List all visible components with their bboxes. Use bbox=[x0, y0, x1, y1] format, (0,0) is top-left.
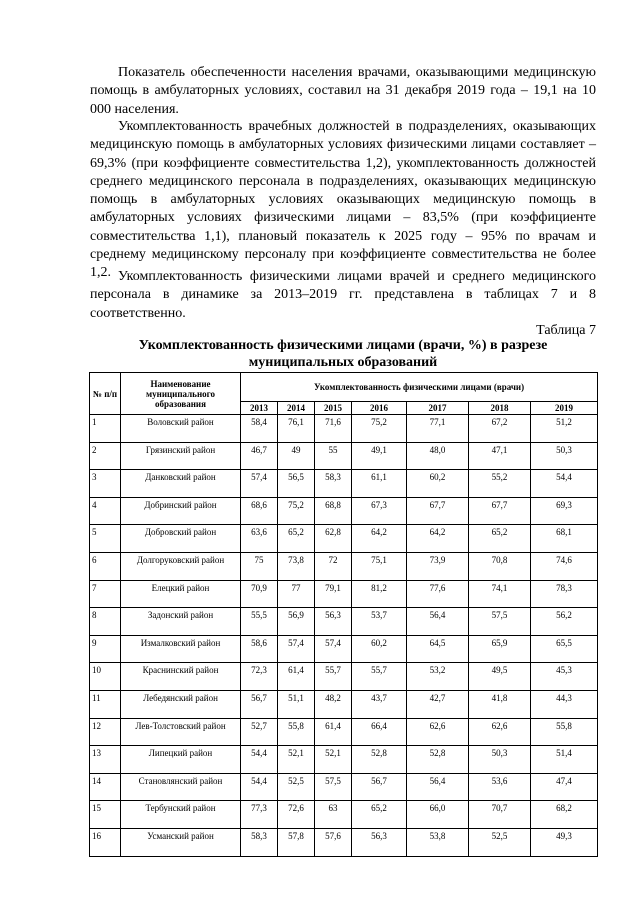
row-municipality: Лебедянский район bbox=[121, 690, 241, 718]
cell-value-2015: 52,1 bbox=[315, 746, 352, 774]
cell-value-2014: 49 bbox=[278, 442, 315, 470]
cell-value-2015: 55,7 bbox=[315, 663, 352, 691]
cell-value-2019: 47,4 bbox=[531, 773, 598, 801]
row-number: 3 bbox=[90, 470, 121, 498]
cell-value-2014: 56,9 bbox=[278, 608, 315, 636]
cell-value-2015: 56,3 bbox=[315, 608, 352, 636]
row-municipality: Воловский район bbox=[121, 415, 241, 443]
cell-value-2018: 74,1 bbox=[469, 580, 531, 608]
row-municipality: Грязинский район bbox=[121, 442, 241, 470]
cell-value-2013: 55,5 bbox=[241, 608, 278, 636]
row-number: 14 bbox=[90, 773, 121, 801]
cell-value-2014: 52,1 bbox=[278, 746, 315, 774]
table-row bbox=[90, 635, 598, 663]
row-municipality: Краснинский район bbox=[121, 663, 241, 691]
row-municipality: Становлянский район bbox=[121, 773, 241, 801]
cell-value-2019: 68,1 bbox=[531, 525, 598, 553]
cell-value-2013: 58,4 bbox=[241, 415, 278, 443]
header-year: 2016 bbox=[352, 402, 407, 415]
header-year: 2015 bbox=[315, 402, 352, 415]
cell-value-2017: 62,6 bbox=[407, 718, 469, 746]
cell-value-2019: 69,3 bbox=[531, 497, 598, 525]
cell-value-2016: 75,1 bbox=[352, 552, 407, 580]
cell-value-2017: 64,2 bbox=[407, 525, 469, 553]
cell-value-2013: 77,3 bbox=[241, 801, 278, 829]
row-municipality: Лев-Толстовский район bbox=[121, 718, 241, 746]
cell-value-2015: 72 bbox=[315, 552, 352, 580]
cell-value-2017: 77,1 bbox=[407, 415, 469, 443]
cell-value-2014: 65,2 bbox=[278, 525, 315, 553]
cell-value-2016: 60,2 bbox=[352, 635, 407, 663]
cell-value-2018: 41,8 bbox=[469, 690, 531, 718]
row-municipality: Данковский район bbox=[121, 470, 241, 498]
cell-value-2016: 55,7 bbox=[352, 663, 407, 691]
cell-value-2013: 54,4 bbox=[241, 746, 278, 774]
cell-value-2014: 57,4 bbox=[278, 635, 315, 663]
cell-value-2017: 66,0 bbox=[407, 801, 469, 829]
table-row bbox=[90, 497, 598, 525]
cell-value-2014: 56,5 bbox=[278, 470, 315, 498]
cell-value-2019: 78,3 bbox=[531, 580, 598, 608]
row-municipality: Задонский район bbox=[121, 608, 241, 636]
cell-value-2014: 77 bbox=[278, 580, 315, 608]
cell-value-2016: 67,3 bbox=[352, 497, 407, 525]
cell-value-2014: 51,1 bbox=[278, 690, 315, 718]
cell-value-2018: 49,5 bbox=[469, 663, 531, 691]
table-number: Таблица 7 bbox=[536, 323, 596, 338]
row-number: 16 bbox=[90, 828, 121, 856]
cell-value-2015: 58,3 bbox=[315, 470, 352, 498]
table-title-line-1: Укомплектованность физическими лицами (врачи, %) в разрезе bbox=[138, 338, 548, 353]
cell-value-2013: 56,7 bbox=[241, 690, 278, 718]
cell-value-2018: 62,6 bbox=[469, 718, 531, 746]
cell-value-2018: 55,2 bbox=[469, 470, 531, 498]
cell-value-2018: 57,5 bbox=[469, 608, 531, 636]
header-staffing-group: Укомплектованность физическими лицами (врачи) bbox=[241, 373, 598, 402]
row-municipality: Долгоруковский район bbox=[121, 552, 241, 580]
row-municipality: Тербунский район bbox=[121, 801, 241, 829]
cell-value-2013: 72,3 bbox=[241, 663, 278, 691]
cell-value-2014: 75,2 bbox=[278, 497, 315, 525]
paragraph-physician-ratio: Показатель обеспеченности населения врачами, оказывающими медицинскую помощь в амбулаторных условиях, составил на 31 декабря 2019 года – 19,1 на 10 000 населения. bbox=[90, 65, 596, 117]
header-year: 2014 bbox=[278, 402, 315, 415]
cell-value-2016: 56,3 bbox=[352, 828, 407, 856]
table-row bbox=[90, 773, 598, 801]
cell-value-2018: 65,2 bbox=[469, 525, 531, 553]
cell-value-2017: 60,2 bbox=[407, 470, 469, 498]
row-municipality: Измалковский район bbox=[121, 635, 241, 663]
table-title bbox=[90, 338, 596, 371]
table-row bbox=[90, 525, 598, 553]
cell-value-2015: 61,4 bbox=[315, 718, 352, 746]
cell-value-2018: 65,9 bbox=[469, 635, 531, 663]
header-number: № п/п bbox=[90, 373, 121, 415]
cell-value-2019: 54,4 bbox=[531, 470, 598, 498]
cell-value-2016: 52,8 bbox=[352, 746, 407, 774]
cell-value-2014: 55,8 bbox=[278, 718, 315, 746]
cell-value-2013: 52,7 bbox=[241, 718, 278, 746]
table-row bbox=[90, 470, 598, 498]
cell-value-2019: 51,2 bbox=[531, 415, 598, 443]
table-row bbox=[90, 442, 598, 470]
cell-value-2018: 70,8 bbox=[469, 552, 531, 580]
row-number: 2 bbox=[90, 442, 121, 470]
cell-value-2016: 49,1 bbox=[352, 442, 407, 470]
cell-value-2017: 42,7 bbox=[407, 690, 469, 718]
cell-value-2017: 64,5 bbox=[407, 635, 469, 663]
row-municipality: Добринский район bbox=[121, 497, 241, 525]
row-number: 13 bbox=[90, 746, 121, 774]
cell-value-2017: 56,4 bbox=[407, 608, 469, 636]
table-row bbox=[90, 580, 598, 608]
cell-value-2019: 45,3 bbox=[531, 663, 598, 691]
cell-value-2013: 58,3 bbox=[241, 828, 278, 856]
cell-value-2016: 81,2 bbox=[352, 580, 407, 608]
table-row bbox=[90, 746, 598, 774]
cell-value-2013: 70,9 bbox=[241, 580, 278, 608]
table-header-row bbox=[90, 373, 598, 402]
cell-value-2013: 68,6 bbox=[241, 497, 278, 525]
cell-value-2013: 58,6 bbox=[241, 635, 278, 663]
cell-value-2015: 79,1 bbox=[315, 580, 352, 608]
cell-value-2013: 46,7 bbox=[241, 442, 278, 470]
cell-value-2014: 57,8 bbox=[278, 828, 315, 856]
cell-value-2015: 63 bbox=[315, 801, 352, 829]
cell-value-2015: 57,4 bbox=[315, 635, 352, 663]
table-row bbox=[90, 718, 598, 746]
cell-value-2019: 74,6 bbox=[531, 552, 598, 580]
cell-value-2015: 62,8 bbox=[315, 525, 352, 553]
cell-value-2016: 65,2 bbox=[352, 801, 407, 829]
cell-value-2019: 56,2 bbox=[531, 608, 598, 636]
cell-value-2017: 67,7 bbox=[407, 497, 469, 525]
table-title-line-2: муниципальных образований bbox=[248, 354, 438, 370]
row-municipality: Усманский район bbox=[121, 828, 241, 856]
header-year: 2017 bbox=[407, 402, 469, 415]
row-number: 4 bbox=[90, 497, 121, 525]
row-number: 11 bbox=[90, 690, 121, 718]
cell-value-2018: 70,7 bbox=[469, 801, 531, 829]
cell-value-2013: 57,4 bbox=[241, 470, 278, 498]
table-row bbox=[90, 663, 598, 691]
row-number: 6 bbox=[90, 552, 121, 580]
cell-value-2015: 48,2 bbox=[315, 690, 352, 718]
row-number: 12 bbox=[90, 718, 121, 746]
table-row bbox=[90, 828, 598, 856]
cell-value-2019: 68,2 bbox=[531, 801, 598, 829]
table-row bbox=[90, 608, 598, 636]
table-row bbox=[90, 552, 598, 580]
cell-value-2017: 73,9 bbox=[407, 552, 469, 580]
cell-value-2016: 43,7 bbox=[352, 690, 407, 718]
row-number: 1 bbox=[90, 415, 121, 443]
cell-value-2017: 56,4 bbox=[407, 773, 469, 801]
row-municipality: Елецкий район bbox=[121, 580, 241, 608]
table-body bbox=[90, 415, 598, 857]
cell-value-2018: 52,5 bbox=[469, 828, 531, 856]
cell-value-2014: 61,4 bbox=[278, 663, 315, 691]
cell-value-2016: 53,7 bbox=[352, 608, 407, 636]
row-number: 5 bbox=[90, 525, 121, 553]
cell-value-2013: 75 bbox=[241, 552, 278, 580]
cell-value-2019: 44,3 bbox=[531, 690, 598, 718]
table-row bbox=[90, 801, 598, 829]
cell-value-2018: 50,3 bbox=[469, 746, 531, 774]
row-municipality: Добровский район bbox=[121, 525, 241, 553]
cell-value-2015: 57,5 bbox=[315, 773, 352, 801]
cell-value-2018: 67,2 bbox=[469, 415, 531, 443]
cell-value-2016: 61,1 bbox=[352, 470, 407, 498]
cell-value-2016: 75,2 bbox=[352, 415, 407, 443]
cell-value-2018: 67,7 bbox=[469, 497, 531, 525]
row-number: 10 bbox=[90, 663, 121, 691]
row-municipality: Липецкий район bbox=[121, 746, 241, 774]
cell-value-2017: 48,0 bbox=[407, 442, 469, 470]
table-row bbox=[90, 415, 598, 443]
cell-value-2019: 49,3 bbox=[531, 828, 598, 856]
cell-value-2015: 57,6 bbox=[315, 828, 352, 856]
cell-value-2013: 54,4 bbox=[241, 773, 278, 801]
cell-value-2017: 52,8 bbox=[407, 746, 469, 774]
cell-value-2017: 53,8 bbox=[407, 828, 469, 856]
header-year: 2019 bbox=[531, 402, 598, 415]
cell-value-2015: 68,8 bbox=[315, 497, 352, 525]
cell-value-2019: 50,3 bbox=[531, 442, 598, 470]
row-number: 9 bbox=[90, 635, 121, 663]
cell-value-2015: 55 bbox=[315, 442, 352, 470]
cell-value-2019: 55,8 bbox=[531, 718, 598, 746]
cell-value-2018: 53,6 bbox=[469, 773, 531, 801]
cell-value-2018: 47,1 bbox=[469, 442, 531, 470]
cell-value-2019: 65,5 bbox=[531, 635, 598, 663]
paragraph-staffing-levels: Укомплектованность врачебных должностей в подразделениях, оказывающих медицинскую помощь в амбулаторных условиях физическими лицами составляет – 69,3% (при коэффициенте совместительства 1,2), укомплектованность должностей среднего медицинского персонала в подразделениях, оказывающих медицинскую помощь в амбулаторных условиях оказывающих медицинскую помощь в амбулаторных условиях физическими лицами – 83,5% (при коэффициенте совместительства 1,1), плановый показатель к 2025 году – 95% по врачам и среднему медицинскому персоналу при коэффициенте совместительства не более 1,2. bbox=[90, 119, 596, 281]
cell-value-2014: 52,5 bbox=[278, 773, 315, 801]
table-row bbox=[90, 690, 598, 718]
cell-value-2017: 77,6 bbox=[407, 580, 469, 608]
cell-value-2019: 51,4 bbox=[531, 746, 598, 774]
cell-value-2014: 73,8 bbox=[278, 552, 315, 580]
cell-value-2014: 76,1 bbox=[278, 415, 315, 443]
header-year: 2013 bbox=[241, 402, 278, 415]
header-year: 2018 bbox=[469, 402, 531, 415]
staffing-table bbox=[89, 372, 598, 857]
cell-value-2014: 72,6 bbox=[278, 801, 315, 829]
row-number: 7 bbox=[90, 580, 121, 608]
cell-value-2016: 56,7 bbox=[352, 773, 407, 801]
cell-value-2017: 53,2 bbox=[407, 663, 469, 691]
cell-value-2016: 64,2 bbox=[352, 525, 407, 553]
row-number: 15 bbox=[90, 801, 121, 829]
cell-value-2016: 66,4 bbox=[352, 718, 407, 746]
paragraph-tables-reference: Укомплектованность физическими лицами врачей и среднего медицинского персонала в динамике за 2013–2019 гг. представлена в таблицах 7 и 8 соответственно. bbox=[90, 269, 596, 321]
header-municipality: Наименование муниципального образования bbox=[121, 373, 241, 415]
row-number: 8 bbox=[90, 608, 121, 636]
cell-value-2013: 63,6 bbox=[241, 525, 278, 553]
cell-value-2015: 71,6 bbox=[315, 415, 352, 443]
